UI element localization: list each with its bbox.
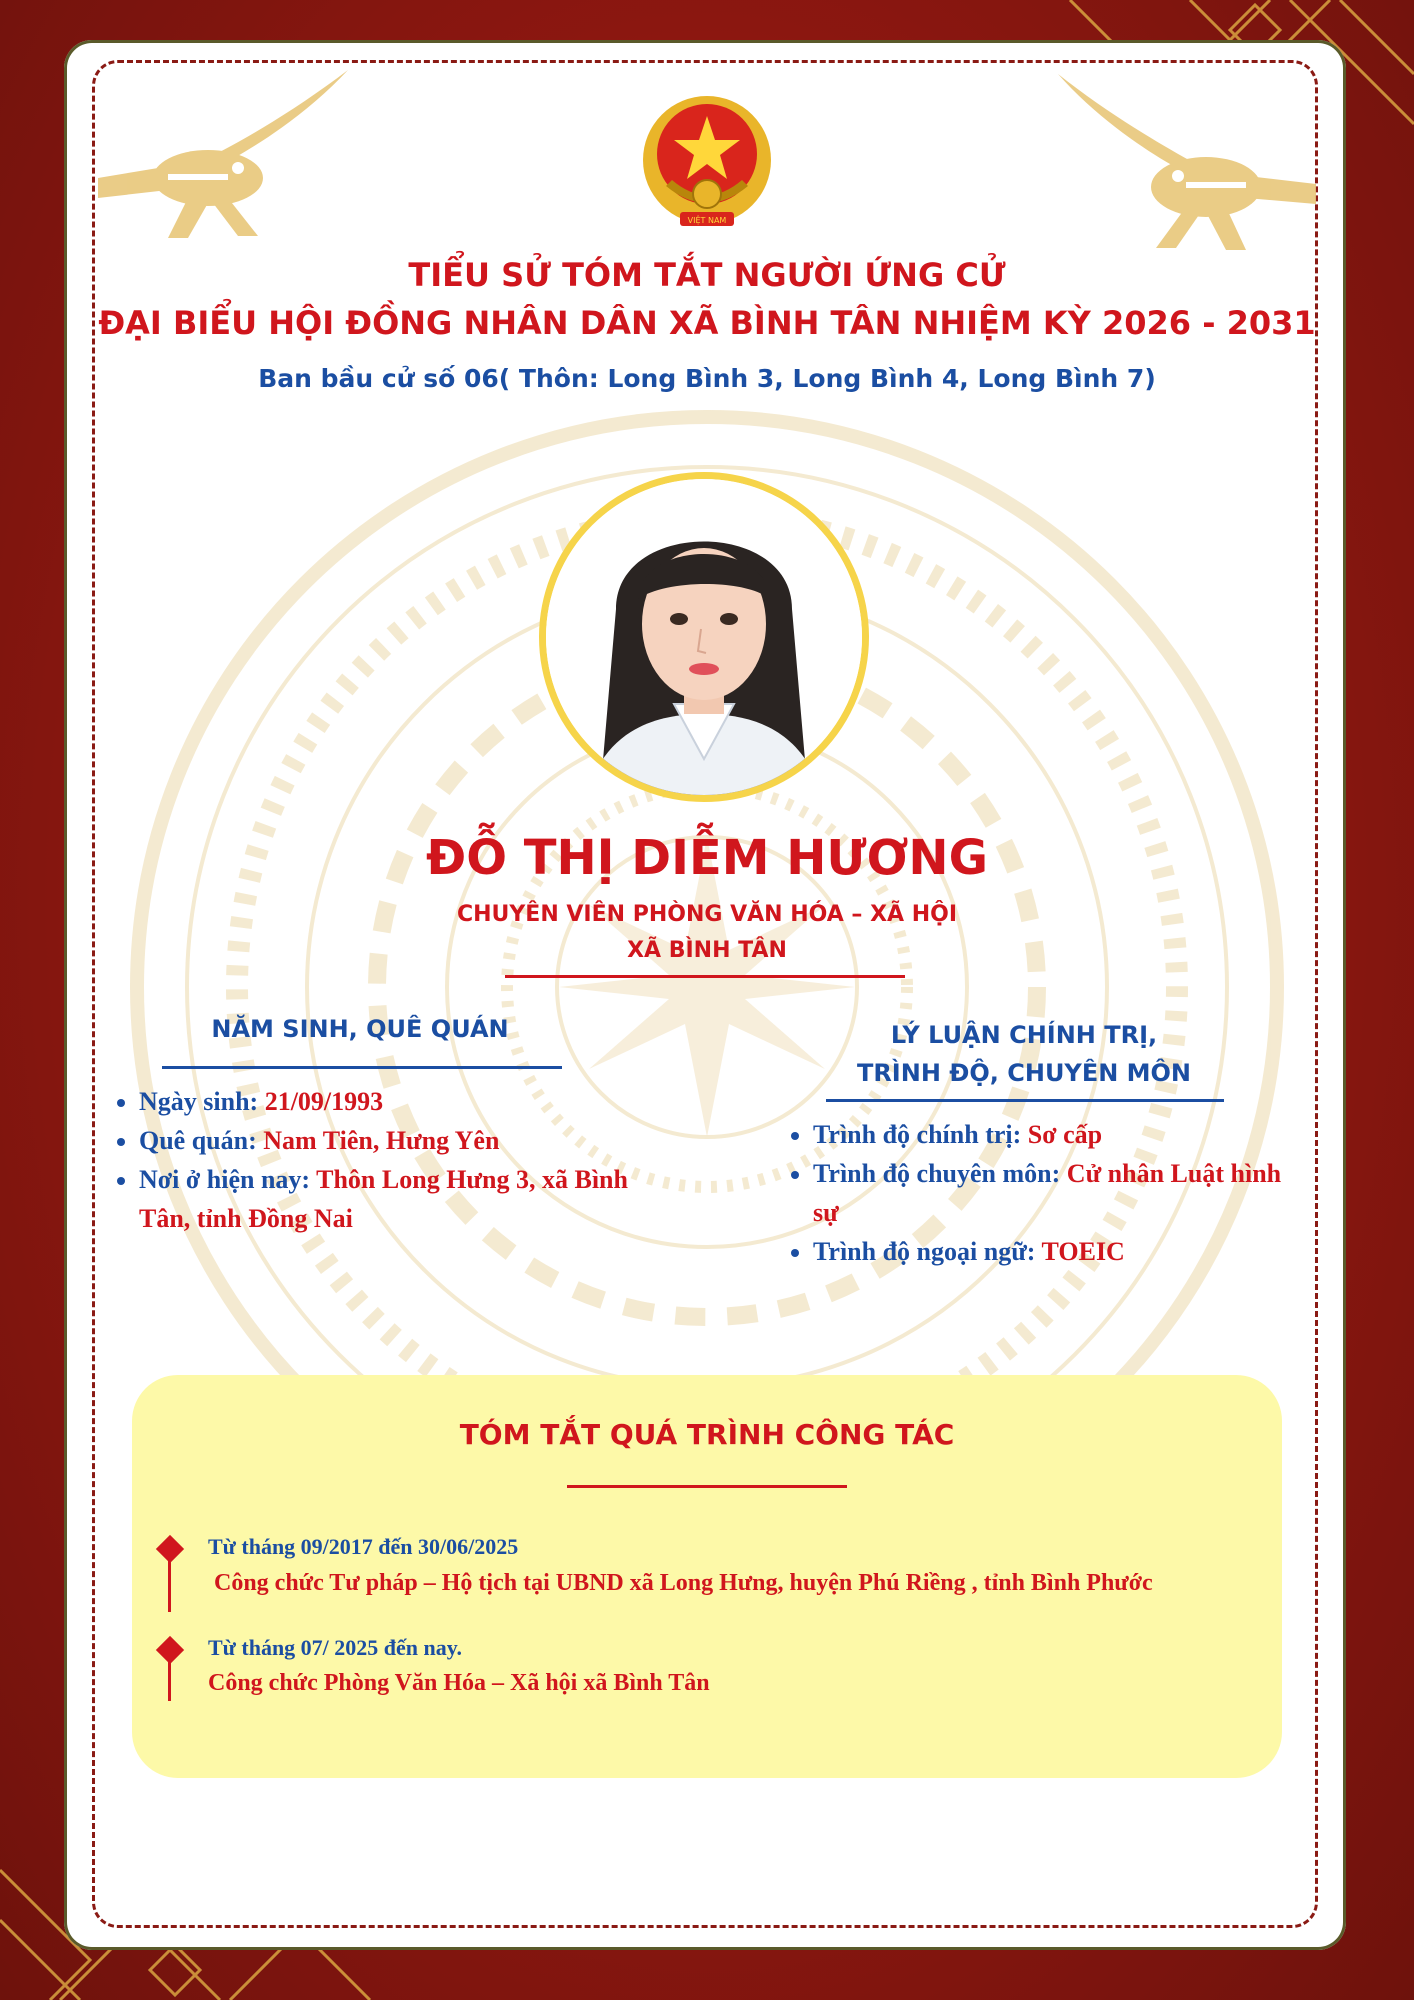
work-position: Công chức Phòng Văn Hóa – Xã hội xã Bình Tân	[208, 1670, 710, 1696]
list-item: • Trình độ chính trị: Sơ cấp	[813, 1115, 1313, 1154]
list-item: • Trình độ chuyên môn: Cử nhân Luật hình sự	[813, 1154, 1313, 1232]
education-heading-line2: TRÌNH ĐỘ, CHUYÊN MÔN	[856, 1059, 1192, 1087]
work-history-heading: TÓM TẮT QUÁ TRÌNH CÔNG TÁC	[459, 1418, 955, 1451]
svg-text:VIỆT NAM: VIỆT NAM	[687, 216, 727, 225]
election-title: ĐẠI BIỂU HỘI ĐỒNG NHÂN DÂN XÃ BÌNH TÂN NHIỆM KỲ 2026 - 2031	[98, 304, 1316, 342]
name-divider	[505, 975, 905, 978]
candidate-workplace: XÃ BÌNH TÂN	[627, 938, 787, 963]
candidate-position: CHUYÊN VIÊN PHÒNG VĂN HÓA – XÃ HỘI	[456, 902, 958, 927]
list-item: • Nơi ở hiện nay: Thôn Long Hưng 3, xã Bình Tân, tỉnh Đồng Nai	[139, 1160, 639, 1238]
work-position: Công chức Tư pháp – Hộ tịch tại UBND xã Long Hưng, huyện Phú Riềng , tỉnh Bình Phước	[214, 1570, 1153, 1596]
work-history-divider	[567, 1485, 847, 1488]
portrait-illustration	[546, 479, 862, 795]
lac-bird-left-decoration	[98, 68, 358, 238]
birth-section-heading: NĂM SINH, QUÊ QUÁN	[211, 1015, 509, 1043]
list-item: • Trình độ ngoại ngữ: TOEIC	[813, 1232, 1313, 1271]
list-item: • Quê quán: Nam Tiên, Hưng Yên	[139, 1121, 639, 1160]
national-emblem-icon	[638, 94, 776, 234]
document-title: TIỂU SỬ TÓM TẮT NGƯỜI ỨNG CỬ	[408, 256, 1006, 294]
education-heading-line1: LÝ LUẬN CHÍNH TRỊ,	[890, 1021, 1158, 1049]
candidate-portrait	[539, 472, 869, 802]
list-item: • Ngày sinh: 21/09/1993	[139, 1082, 639, 1121]
candidate-name: ĐỖ THỊ DIỄM HƯƠNG	[426, 830, 988, 886]
lac-bird-right-decoration	[1056, 72, 1316, 252]
education-section-divider	[826, 1099, 1224, 1102]
election-board-subtitle: Ban bầu cử số 06( Thôn: Long Bình 3, Long Bình 4, Long Bình 7)	[258, 364, 1156, 393]
birth-section-divider	[162, 1066, 562, 1069]
work-period: Từ tháng 09/2017 đến 30/06/2025	[208, 1534, 519, 1559]
work-period: Từ tháng 07/ 2025 đến nay.	[208, 1635, 463, 1660]
education-info-list	[778, 1115, 1313, 1271]
birth-info-list	[104, 1082, 639, 1238]
